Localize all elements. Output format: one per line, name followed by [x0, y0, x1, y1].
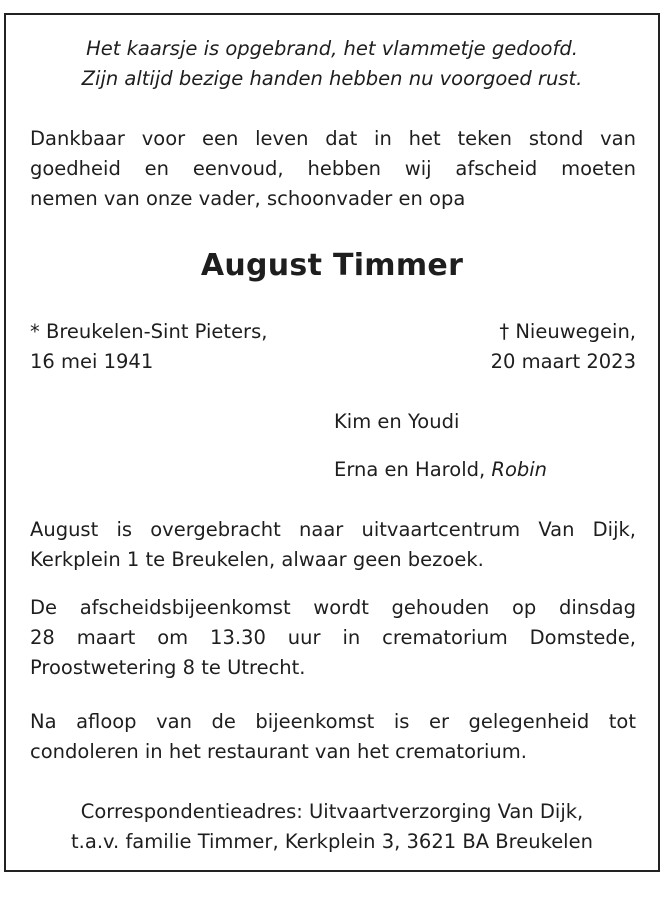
farewell-line-3: Proostwetering 8 te Utrecht.: [30, 656, 306, 679]
death-date: 20 maart 2023: [490, 350, 636, 373]
motto-line-2: Zijn altijd bezige handen hebben nu voorgoed rust.: [81, 67, 583, 90]
birth-date: 16 mei 1941: [30, 350, 154, 373]
transfer-line-2: Kerkplein 1 te Breukelen, alwaar geen bezoek.: [30, 548, 484, 571]
intro-line-3: nemen van onze vader, schoonvader en opa: [30, 187, 466, 210]
family-grandchild: Robin: [491, 458, 548, 481]
condolence-line-1: Na afloop van de bijeenkomst is er gelegenheid tot: [30, 710, 636, 733]
transfer-line-1: August is overgebracht naar uitvaartcentrum Van Dijk,: [30, 518, 636, 541]
motto-line-1: Het kaarsje is opgebrand, het vlammetje gedoofd.: [86, 37, 578, 60]
family-line-1: Kim en Youdi: [334, 410, 460, 433]
death-place: † Nieuwegein,: [499, 320, 636, 343]
birth-place: * Breukelen-Sint Pieters,: [30, 320, 268, 343]
family-line-2: [334, 458, 547, 482]
condolence-line-2: condoleren in het restaurant van het crematorium.: [30, 740, 527, 763]
intro-line-1: Dankbaar voor een leven dat in het teken stond van: [30, 127, 636, 150]
farewell-line-1: De afscheidsbijeenkomst wordt gehouden op dinsdag: [30, 596, 636, 619]
obituary-card: [4, 13, 660, 872]
intro-line-2: goedheid en eenvoud, hebben wij afscheid moeten: [30, 157, 636, 180]
deceased-name: August Timmer: [200, 248, 464, 283]
family-children: Erna en Harold,: [334, 458, 492, 481]
farewell-line-2: 28 maart om 13.30 uur in crematorium Domstede,: [30, 626, 636, 649]
correspondence-line-2: t.a.v. familie Timmer, Kerkplein 3, 3621 BA Breukelen: [71, 830, 593, 853]
correspondence-line-1: Correspondentieadres: Uitvaartverzorging Van Dijk,: [80, 800, 584, 823]
